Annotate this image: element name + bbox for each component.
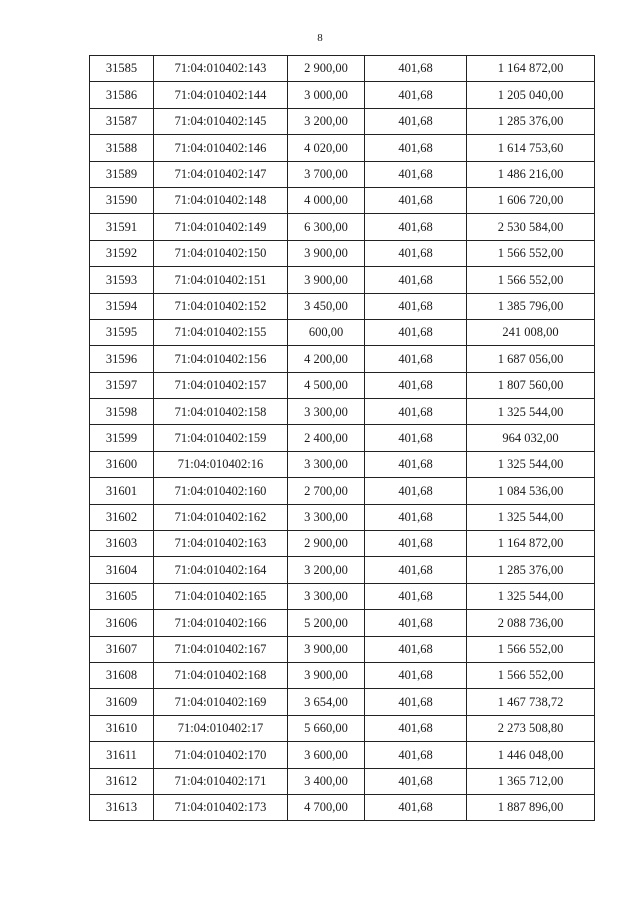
table-row: [90, 715, 595, 741]
row-number-cell: 31611: [90, 742, 154, 768]
area-cell: 3 900,00: [288, 240, 365, 266]
unit-price-cell: 401,68: [365, 504, 467, 530]
unit-price-cell: 401,68: [365, 478, 467, 504]
cadastral-number-cell: 71:04:010402:148: [154, 187, 288, 213]
cadastral-number-cell: 71:04:010402:152: [154, 293, 288, 319]
area-cell: 2 900,00: [288, 56, 365, 82]
row-number-cell: 31587: [90, 108, 154, 134]
unit-price-cell: 401,68: [365, 531, 467, 557]
row-number-cell: 31599: [90, 425, 154, 451]
cadastral-value-cell: 1 566 552,00: [467, 267, 595, 293]
cadastral-value-table: [89, 55, 595, 821]
area-cell: 4 000,00: [288, 187, 365, 213]
row-number-cell: 31601: [90, 478, 154, 504]
area-cell: 3 900,00: [288, 636, 365, 662]
row-number-cell: 31610: [90, 715, 154, 741]
cadastral-value-cell: 2 530 584,00: [467, 214, 595, 240]
table-row: [90, 267, 595, 293]
table-row: [90, 610, 595, 636]
cadastral-value-cell: 1 614 753,60: [467, 135, 595, 161]
cadastral-number-cell: 71:04:010402:159: [154, 425, 288, 451]
table-row: [90, 187, 595, 213]
unit-price-cell: 401,68: [365, 240, 467, 266]
unit-price-cell: 401,68: [365, 135, 467, 161]
unit-price-cell: 401,68: [365, 187, 467, 213]
table-row: [90, 372, 595, 398]
cadastral-value-cell: 1 887 896,00: [467, 794, 595, 820]
table-row: [90, 636, 595, 662]
area-cell: 3 654,00: [288, 689, 365, 715]
area-cell: 2 900,00: [288, 531, 365, 557]
cadastral-value-cell: 1 285 376,00: [467, 557, 595, 583]
row-number-cell: 31605: [90, 583, 154, 609]
area-cell: 3 900,00: [288, 267, 365, 293]
table-row: [90, 478, 595, 504]
row-number-cell: 31600: [90, 451, 154, 477]
table-row: [90, 293, 595, 319]
cadastral-number-cell: 71:04:010402:156: [154, 346, 288, 372]
row-number-cell: 31590: [90, 187, 154, 213]
cadastral-number-cell: 71:04:010402:168: [154, 662, 288, 688]
table-row: [90, 557, 595, 583]
cadastral-number-cell: 71:04:010402:17: [154, 715, 288, 741]
area-cell: 3 300,00: [288, 504, 365, 530]
cadastral-number-cell: 71:04:010402:165: [154, 583, 288, 609]
unit-price-cell: 401,68: [365, 451, 467, 477]
table-row: [90, 583, 595, 609]
unit-price-cell: 401,68: [365, 293, 467, 319]
cadastral-number-cell: 71:04:010402:147: [154, 161, 288, 187]
area-cell: 4 700,00: [288, 794, 365, 820]
table-row: [90, 689, 595, 715]
table-row: [90, 451, 595, 477]
cadastral-value-cell: 2 088 736,00: [467, 610, 595, 636]
cadastral-number-cell: 71:04:010402:16: [154, 451, 288, 477]
table-row: [90, 662, 595, 688]
row-number-cell: 31593: [90, 267, 154, 293]
table-row: [90, 56, 595, 82]
unit-price-cell: 401,68: [365, 108, 467, 134]
cadastral-number-cell: 71:04:010402:169: [154, 689, 288, 715]
cadastral-value-cell: 2 273 508,80: [467, 715, 595, 741]
cadastral-value-cell: 1 084 536,00: [467, 478, 595, 504]
table-row: [90, 135, 595, 161]
unit-price-cell: 401,68: [365, 715, 467, 741]
cadastral-value-cell: 1 205 040,00: [467, 82, 595, 108]
unit-price-cell: 401,68: [365, 794, 467, 820]
unit-price-cell: 401,68: [365, 346, 467, 372]
area-cell: 4 500,00: [288, 372, 365, 398]
area-cell: 2 400,00: [288, 425, 365, 451]
area-cell: 3 000,00: [288, 82, 365, 108]
cadastral-number-cell: 71:04:010402:155: [154, 319, 288, 345]
table-row: [90, 425, 595, 451]
cadastral-value-cell: 964 032,00: [467, 425, 595, 451]
row-number-cell: 31585: [90, 56, 154, 82]
cadastral-value-cell: 1 325 544,00: [467, 451, 595, 477]
unit-price-cell: 401,68: [365, 161, 467, 187]
cadastral-number-cell: 71:04:010402:160: [154, 478, 288, 504]
cadastral-value-cell: 1 807 560,00: [467, 372, 595, 398]
unit-price-cell: 401,68: [365, 267, 467, 293]
area-cell: 2 700,00: [288, 478, 365, 504]
cadastral-value-cell: 1 606 720,00: [467, 187, 595, 213]
row-number-cell: 31588: [90, 135, 154, 161]
row-number-cell: 31597: [90, 372, 154, 398]
area-cell: 3 600,00: [288, 742, 365, 768]
unit-price-cell: 401,68: [365, 319, 467, 345]
table-row: [90, 399, 595, 425]
row-number-cell: 31604: [90, 557, 154, 583]
cadastral-number-cell: 71:04:010402:164: [154, 557, 288, 583]
table-row: [90, 161, 595, 187]
table-row: [90, 531, 595, 557]
row-number-cell: 31596: [90, 346, 154, 372]
cadastral-number-cell: 71:04:010402:173: [154, 794, 288, 820]
table-row: [90, 240, 595, 266]
cadastral-value-cell: 1 566 552,00: [467, 240, 595, 266]
unit-price-cell: 401,68: [365, 768, 467, 794]
table-row: [90, 346, 595, 372]
cadastral-number-cell: 71:04:010402:170: [154, 742, 288, 768]
cadastral-value-cell: 1 325 544,00: [467, 504, 595, 530]
cadastral-number-cell: 71:04:010402:146: [154, 135, 288, 161]
row-number-cell: 31602: [90, 504, 154, 530]
unit-price-cell: 401,68: [365, 82, 467, 108]
row-number-cell: 31613: [90, 794, 154, 820]
cadastral-value-cell: 1 365 712,00: [467, 768, 595, 794]
row-number-cell: 31592: [90, 240, 154, 266]
cadastral-value-cell: 1 385 796,00: [467, 293, 595, 319]
area-cell: 3 300,00: [288, 399, 365, 425]
unit-price-cell: 401,68: [365, 662, 467, 688]
cadastral-number-cell: 71:04:010402:166: [154, 610, 288, 636]
unit-price-cell: 401,68: [365, 372, 467, 398]
area-cell: 5 660,00: [288, 715, 365, 741]
row-number-cell: 31594: [90, 293, 154, 319]
cadastral-value-cell: 1 486 216,00: [467, 161, 595, 187]
area-cell: 5 200,00: [288, 610, 365, 636]
cadastral-number-cell: 71:04:010402:163: [154, 531, 288, 557]
area-cell: 600,00: [288, 319, 365, 345]
cadastral-value-cell: 241 008,00: [467, 319, 595, 345]
cadastral-number-cell: 71:04:010402:144: [154, 82, 288, 108]
table-row: [90, 794, 595, 820]
unit-price-cell: 401,68: [365, 583, 467, 609]
cadastral-number-cell: 71:04:010402:143: [154, 56, 288, 82]
cadastral-number-cell: 71:04:010402:157: [154, 372, 288, 398]
row-number-cell: 31595: [90, 319, 154, 345]
table-row: [90, 108, 595, 134]
cadastral-value-cell: 1 285 376,00: [467, 108, 595, 134]
cadastral-value-cell: 1 325 544,00: [467, 583, 595, 609]
unit-price-cell: 401,68: [365, 636, 467, 662]
unit-price-cell: 401,68: [365, 425, 467, 451]
table-row: [90, 319, 595, 345]
unit-price-cell: 401,68: [365, 742, 467, 768]
area-cell: 3 900,00: [288, 662, 365, 688]
area-cell: 3 400,00: [288, 768, 365, 794]
unit-price-cell: 401,68: [365, 557, 467, 583]
row-number-cell: 31598: [90, 399, 154, 425]
cadastral-value-cell: 1 566 552,00: [467, 636, 595, 662]
table-row: [90, 214, 595, 240]
row-number-cell: 31606: [90, 610, 154, 636]
cadastral-value-cell: 1 164 872,00: [467, 56, 595, 82]
cadastral-number-cell: 71:04:010402:162: [154, 504, 288, 530]
unit-price-cell: 401,68: [365, 214, 467, 240]
row-number-cell: 31591: [90, 214, 154, 240]
cadastral-value-cell: 1 325 544,00: [467, 399, 595, 425]
row-number-cell: 31612: [90, 768, 154, 794]
cadastral-number-cell: 71:04:010402:150: [154, 240, 288, 266]
table-row: [90, 504, 595, 530]
unit-price-cell: 401,68: [365, 610, 467, 636]
row-number-cell: 31609: [90, 689, 154, 715]
unit-price-cell: 401,68: [365, 56, 467, 82]
area-cell: 4 200,00: [288, 346, 365, 372]
cadastral-value-cell: 1 566 552,00: [467, 662, 595, 688]
table-row: [90, 82, 595, 108]
table-row: [90, 768, 595, 794]
area-cell: 3 200,00: [288, 108, 365, 134]
row-number-cell: 31603: [90, 531, 154, 557]
table-row: [90, 742, 595, 768]
row-number-cell: 31589: [90, 161, 154, 187]
area-cell: 6 300,00: [288, 214, 365, 240]
row-number-cell: 31586: [90, 82, 154, 108]
cadastral-number-cell: 71:04:010402:145: [154, 108, 288, 134]
cadastral-value-cell: 1 687 056,00: [467, 346, 595, 372]
area-cell: 3 300,00: [288, 451, 365, 477]
table-body: [90, 56, 595, 821]
cadastral-number-cell: 71:04:010402:151: [154, 267, 288, 293]
area-cell: 3 200,00: [288, 557, 365, 583]
area-cell: 3 300,00: [288, 583, 365, 609]
cadastral-number-cell: 71:04:010402:171: [154, 768, 288, 794]
unit-price-cell: 401,68: [365, 399, 467, 425]
row-number-cell: 31608: [90, 662, 154, 688]
unit-price-cell: 401,68: [365, 689, 467, 715]
cadastral-number-cell: 71:04:010402:158: [154, 399, 288, 425]
cadastral-number-cell: 71:04:010402:167: [154, 636, 288, 662]
cadastral-value-cell: 1 446 048,00: [467, 742, 595, 768]
area-cell: 3 450,00: [288, 293, 365, 319]
cadastral-value-cell: 1 467 738,72: [467, 689, 595, 715]
cadastral-number-cell: 71:04:010402:149: [154, 214, 288, 240]
cadastral-value-cell: 1 164 872,00: [467, 531, 595, 557]
row-number-cell: 31607: [90, 636, 154, 662]
area-cell: 4 020,00: [288, 135, 365, 161]
area-cell: 3 700,00: [288, 161, 365, 187]
page-number: 8: [317, 32, 323, 44]
